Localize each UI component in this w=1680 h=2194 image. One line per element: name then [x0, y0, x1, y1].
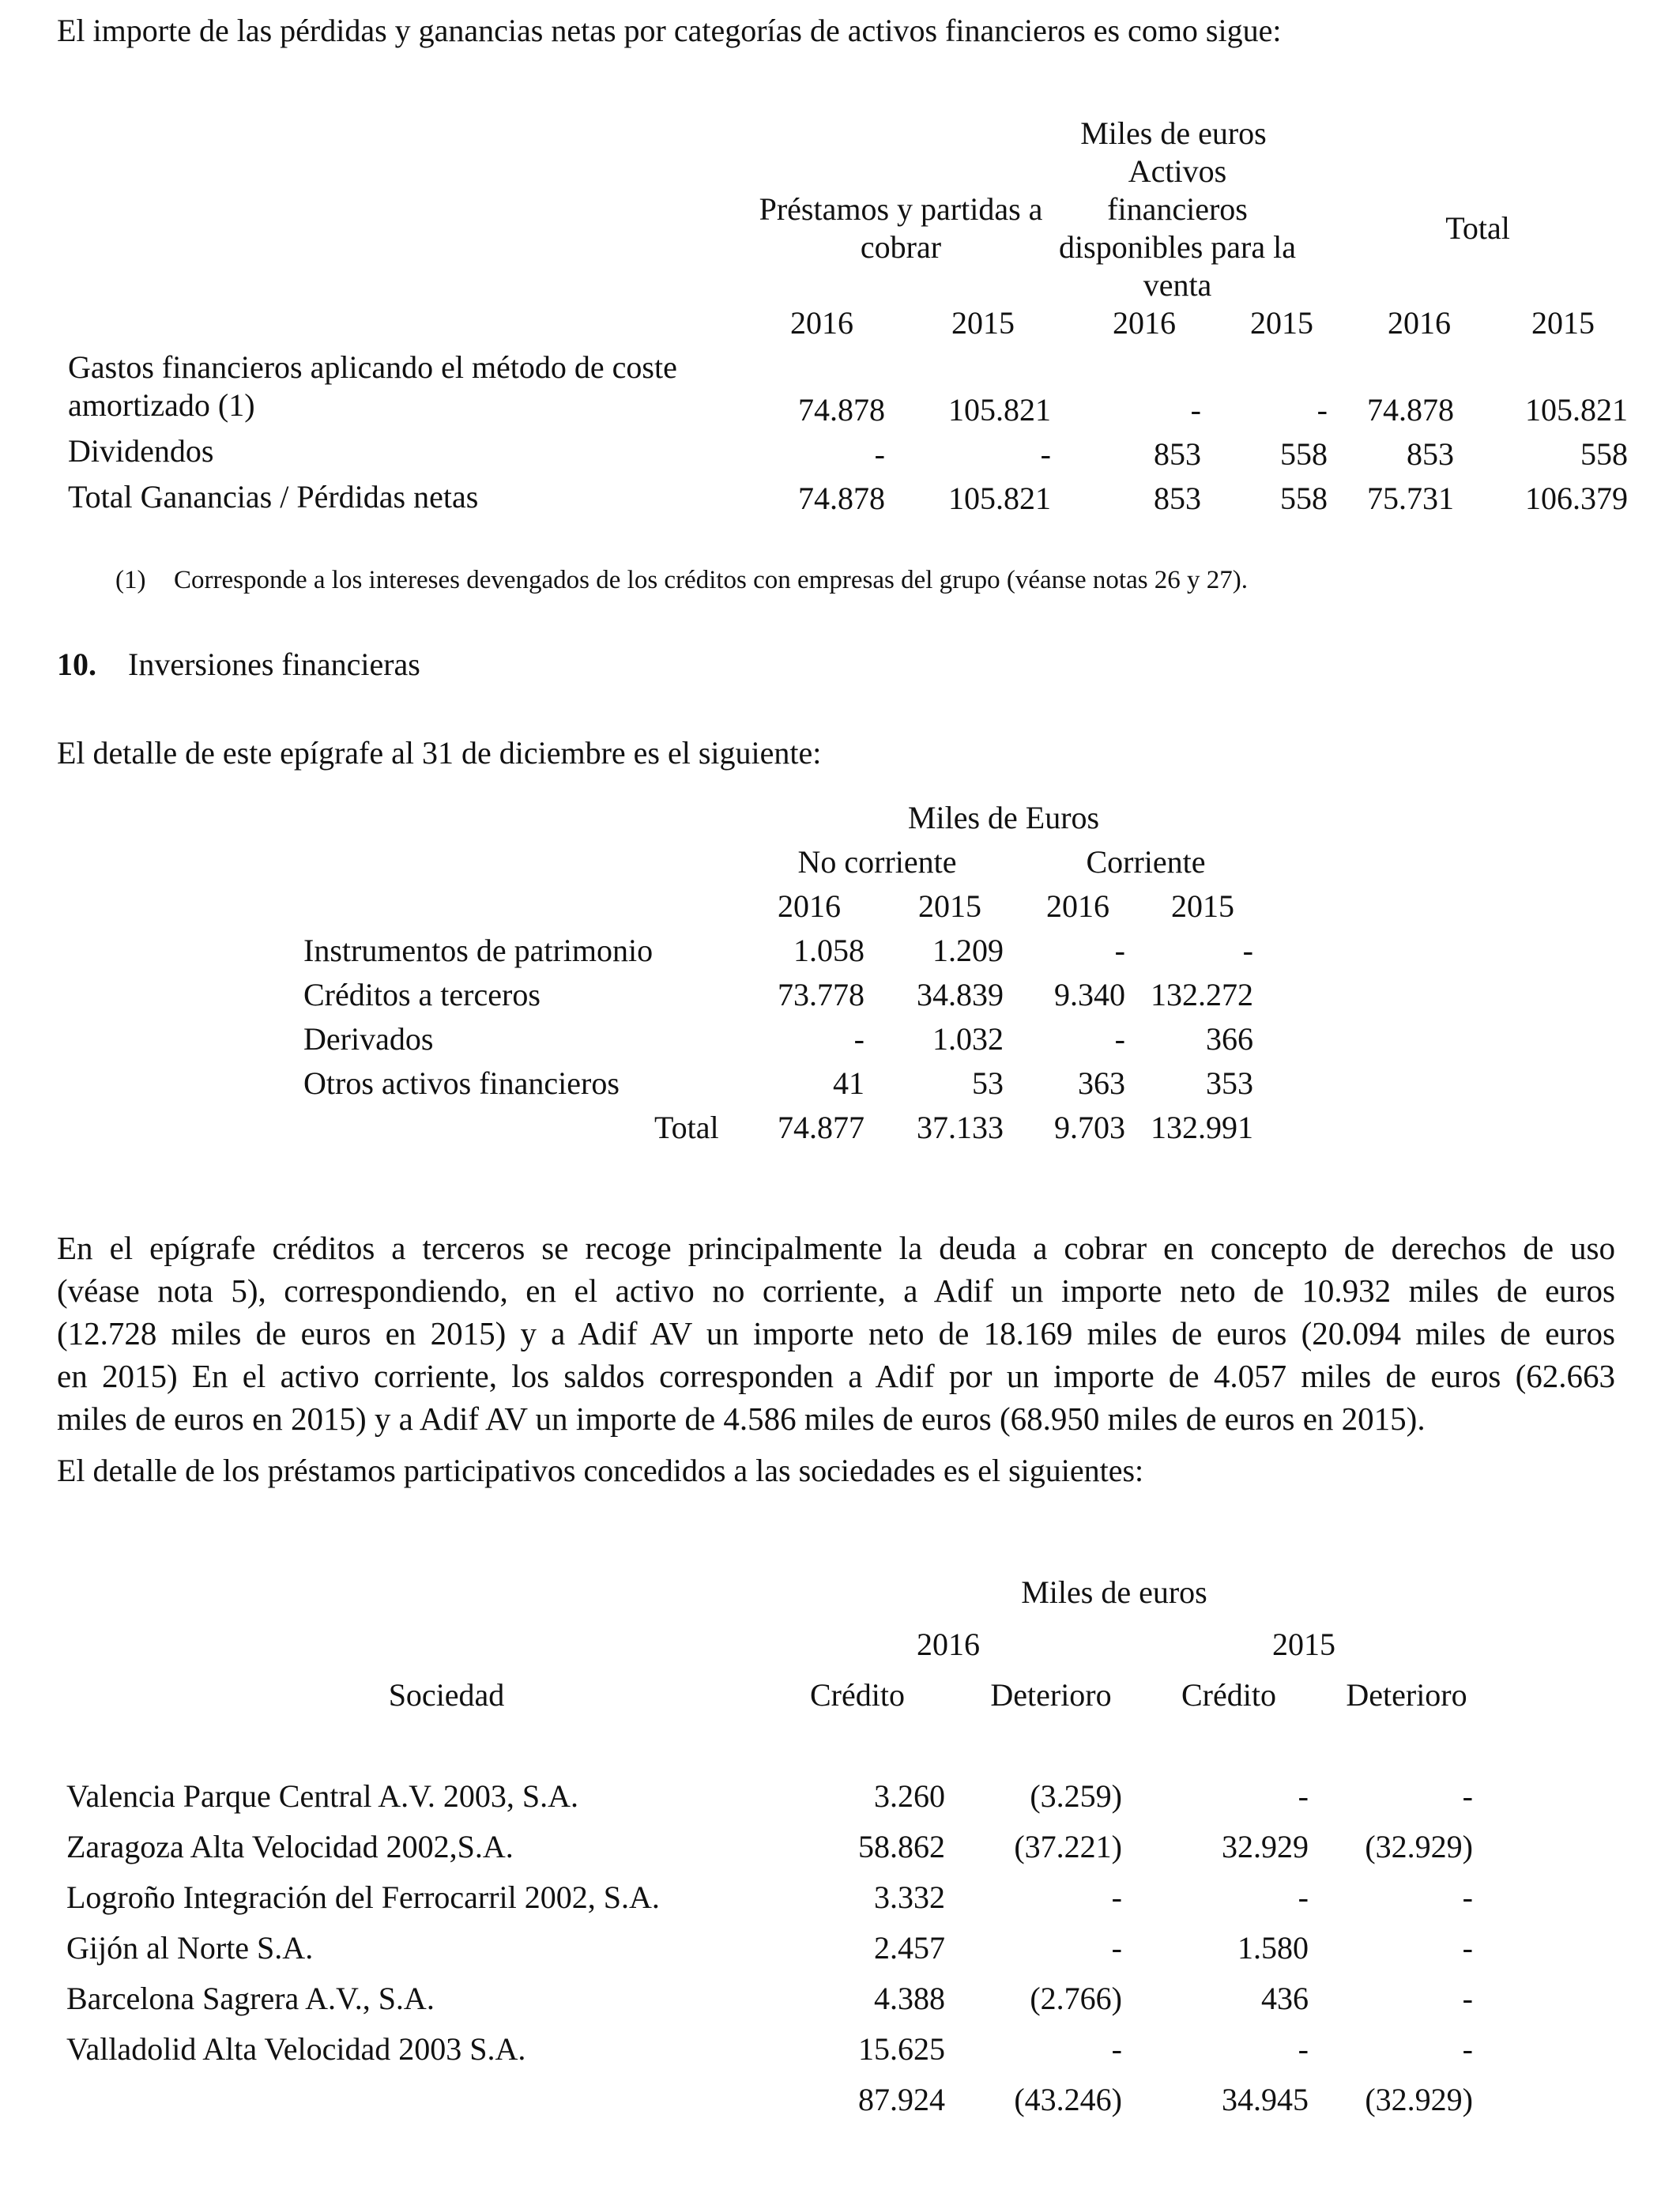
cell: 75.731: [1367, 481, 1454, 516]
row-label: Otros activos financieros: [303, 1065, 620, 1101]
col-header: Crédito: [1181, 1677, 1276, 1713]
paragraph-line: En el epígrafe créditos a terceros se recoge principalmente la deuda a cobrar en concepto de derechos de uso: [57, 1230, 1615, 1266]
cell: -: [1462, 1879, 1473, 1915]
cell: 353: [1206, 1065, 1253, 1101]
cell: 34.839: [917, 977, 1004, 1012]
cell: 558: [1580, 436, 1628, 472]
cell: (3.259): [1030, 1778, 1122, 1814]
cell: (2.766): [1030, 1981, 1122, 2016]
col-header: Crédito: [810, 1677, 905, 1713]
total-label: Total: [654, 1110, 719, 1145]
cell: -: [1462, 2031, 1473, 2067]
header-prestamos-line1: Préstamos y partidas a: [759, 191, 1043, 227]
cell: -: [1317, 392, 1328, 428]
unit-header: Miles de Euros: [907, 800, 1100, 835]
header-activos-line2: financieros: [1107, 191, 1248, 227]
paragraph-line: (véase nota 5), correspondiendo, en el activo no corriente, a Adif un importe neto de 10.932 miles de euros: [57, 1272, 1615, 1309]
year-header: 2016: [1388, 305, 1451, 341]
year-header: 2016: [1046, 888, 1109, 924]
cell: 73.778: [778, 977, 864, 1012]
col-header: Deterioro: [990, 1677, 1112, 1713]
cell: 105.821: [1525, 392, 1628, 428]
cell: (37.221): [1014, 1829, 1122, 1864]
company-name: Valencia Parque Central A.V. 2003, S.A.: [66, 1778, 579, 1814]
year-header: 2015: [1250, 305, 1313, 341]
cell: 53: [972, 1065, 1004, 1101]
cell: 58.862: [858, 1829, 945, 1864]
unit-header: Miles de euros: [1080, 115, 1267, 151]
cell: 106.379: [1525, 481, 1628, 516]
intro-text: El importe de las pérdidas y ganancias netas por categorías de activos financieros es como sigue:: [57, 13, 1282, 48]
cell: 3.260: [874, 1778, 945, 1814]
cell: -: [1242, 933, 1253, 968]
cell: -: [1114, 933, 1125, 968]
paragraph-line: (12.728 miles de euros en 2015) y a Adif AV un importe neto de 18.169 miles de euros (20.094 miles de euros: [57, 1315, 1615, 1351]
section-title: Inversiones financieras: [128, 647, 420, 682]
cell: 558: [1280, 481, 1328, 516]
cell: (32.929): [1365, 2082, 1473, 2117]
cell: 41: [833, 1065, 864, 1101]
loans-intro: El detalle de los préstamos participativos concedidos a las sociedades es el siguientes:: [57, 1453, 1144, 1488]
cell: 105.821: [948, 481, 1051, 516]
year-header: 2016: [1113, 305, 1176, 341]
cell: -: [853, 1021, 864, 1057]
year-header: 2015: [1531, 305, 1595, 341]
cell: -: [1462, 1930, 1473, 1966]
row-label: Total Ganancias / Pérdidas netas: [68, 479, 479, 515]
cell: -: [1462, 1778, 1473, 1814]
cell: 105.821: [948, 392, 1051, 428]
cell: 853: [1407, 436, 1454, 472]
footnote-mark: (1): [115, 566, 146, 594]
cell: 1.580: [1237, 1930, 1309, 1966]
cell: 37.133: [917, 1110, 1004, 1145]
year-header: 2015: [1171, 888, 1234, 924]
cell: 132.272: [1151, 977, 1253, 1012]
cell: -: [1111, 2031, 1122, 2067]
paragraph-line: en 2015) En el activo corriente, los saldos corresponden a Adif por un importe de 4.057 miles de euros (62.663: [57, 1358, 1615, 1394]
col-header: Deterioro: [1346, 1677, 1467, 1713]
cell: 74.878: [798, 392, 885, 428]
cell: 34.945: [1222, 2082, 1309, 2117]
cell: 366: [1206, 1021, 1253, 1057]
row-label: Instrumentos de patrimonio: [303, 933, 654, 968]
header-no-corriente: No corriente: [797, 844, 957, 880]
detail-intro: El detalle de este epígrafe al 31 de diciembre es el siguiente:: [57, 735, 822, 771]
company-name: Zaragoza Alta Velocidad 2002,S.A.: [66, 1829, 514, 1864]
cell: 32.929: [1222, 1829, 1309, 1864]
cell: (43.246): [1014, 2082, 1122, 2117]
row-label: Derivados: [303, 1021, 434, 1057]
footnote-text: Corresponde a los intereses devengados de los créditos con empresas del grupo (véanse notas 26 y 27).: [174, 566, 1249, 594]
cell: 87.924: [858, 2082, 945, 2117]
cell: (32.929): [1365, 1829, 1473, 1864]
cell: 132.991: [1151, 1110, 1253, 1145]
year-header: 2016: [778, 888, 841, 924]
header-activos-line3: disponibles para la: [1059, 229, 1296, 265]
col-sociedad: Sociedad: [388, 1677, 505, 1713]
company-name: Gijón al Norte S.A.: [66, 1930, 314, 1966]
cell: 74.877: [778, 1110, 864, 1145]
year-header: 2016: [917, 1627, 980, 1662]
cell: -: [874, 436, 885, 472]
cell: 74.878: [798, 481, 885, 516]
row-label: Créditos a terceros: [303, 977, 541, 1012]
year-header: 2015: [918, 888, 981, 924]
cell: 1.032: [932, 1021, 1004, 1057]
unit-header: Miles de euros: [1021, 1574, 1207, 1610]
cell: -: [1040, 436, 1051, 472]
row-label: amortizado (1): [68, 387, 255, 423]
year-header: 2016: [790, 305, 853, 341]
cell: -: [1111, 1879, 1122, 1915]
company-name: Logroño Integración del Ferrocarril 2002, S.A.: [66, 1879, 660, 1915]
cell: -: [1298, 1879, 1309, 1915]
header-corriente: Corriente: [1086, 844, 1206, 880]
cell: 74.878: [1367, 392, 1454, 428]
cell: -: [1190, 392, 1201, 428]
cell: 853: [1154, 436, 1201, 472]
year-header: 2015: [1272, 1627, 1335, 1662]
cell: -: [1114, 1021, 1125, 1057]
cell: 436: [1261, 1981, 1309, 2016]
cell: 2.457: [874, 1930, 945, 1966]
header-activos-line4: venta: [1143, 267, 1212, 303]
row-label: Dividendos: [68, 433, 214, 469]
header-activos-line1: Activos: [1128, 153, 1227, 189]
company-name: Valladolid Alta Velocidad 2003 S.A.: [66, 2031, 526, 2067]
cell: -: [1298, 2031, 1309, 2067]
cell: 1.058: [793, 933, 864, 968]
cell: -: [1462, 1981, 1473, 2016]
cell: 9.340: [1054, 977, 1125, 1012]
cell: 15.625: [858, 2031, 945, 2067]
cell: 3.332: [874, 1879, 945, 1915]
cell: 9.703: [1054, 1110, 1125, 1145]
paragraph-line: miles de euros en 2015) y a Adif AV un importe de 4.586 miles de euros (68.950 miles de euros en 2015).: [57, 1400, 1426, 1437]
cell: -: [1111, 1930, 1122, 1966]
cell: 853: [1154, 481, 1201, 516]
header-prestamos-line2: cobrar: [860, 229, 942, 265]
cell: 4.388: [874, 1981, 945, 2016]
year-header: 2015: [951, 305, 1015, 341]
cell: 1.209: [932, 933, 1004, 968]
cell: 363: [1078, 1065, 1125, 1101]
company-name: Barcelona Sagrera A.V., S.A.: [66, 1981, 435, 2016]
header-total: Total: [1445, 210, 1510, 246]
cell: 558: [1280, 436, 1328, 472]
cell: -: [1298, 1778, 1309, 1814]
section-number: 10.: [57, 647, 96, 682]
row-label: Gastos financieros aplicando el método de coste: [68, 349, 677, 385]
